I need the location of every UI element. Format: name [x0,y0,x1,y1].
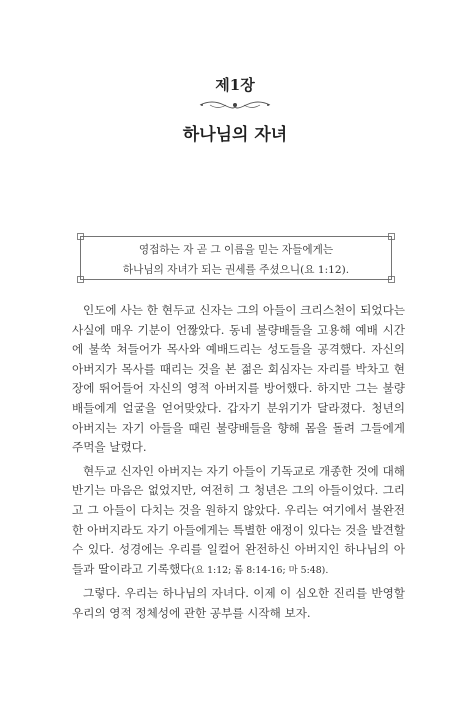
paragraph-2-text: 현두교 신자인 아버지는 자기 아들이 기독교로 개종한 것에 대해 반기는 마음은 없었지만, 여전히 그 청년은 그의 아들이었다. 그리고 그 아들이 다치는 것을 원하지 않았다. 우리는 여기에서 불완전한 아버지라도 자기 아들에게는 특별한 애정이 있다는 것을 발견할 수 있다. 성경에는 우리를 일컬어 완전하신 아버지인 하나님의 아들과 딸이라고 기록했다 [72,463,405,576]
ornament-divider-icon [198,98,272,112]
paragraph-2-reference: (요 1:12; 롬 8:14-16; 마 5:48). [191,564,329,576]
paragraph-2 [72,462,405,581]
chapter-title: 하나님의 자녀 [182,125,288,145]
verse-line-2-text: 하나님의 자녀가 되는 권세를 주셨으니 [122,264,301,276]
verse-line-2 [76,262,396,277]
body-text [72,301,405,628]
chapter-label: 제1장 [215,76,255,94]
paragraph-1: 인도에 사는 한 현두교 신자는 그의 아들이 크리스천이 되었다는 사실에 매우 기분이 언짢았다. 동네 불량배들을 고용해 예배 시간에 불쑥 쳐들어가 목사와 예배드리는 성도들을 공격했다. 자신의 아버지가 목사를 때리는 것을 본 젊은 회심자는 자리를 박차고 현장에 뛰어들어 자신의 영적 아버지를 방어했다. 하지만 그는 불량배들에게 얼굴을 얻어맞았다. 갑자기 분위기가 달라졌다. 청년의 아버지는 자기 아들을 때린 불량배들을 향해 몸을 돌려 그들에게 주먹을 날렸다. [72,303,405,455]
paragraph-3: 그렇다. 우리는 하나님의 자녀다. 이제 이 심오한 진리를 반영할 우리의 영적 정체성에 관한 공부를 시작해 보자. [72,586,405,620]
verse-box [76,232,396,284]
verse-line-1: 영접하는 자 곧 그 이름을 믿는 자들에게는 [138,244,334,256]
verse-reference: (요 1:12). [300,264,350,276]
